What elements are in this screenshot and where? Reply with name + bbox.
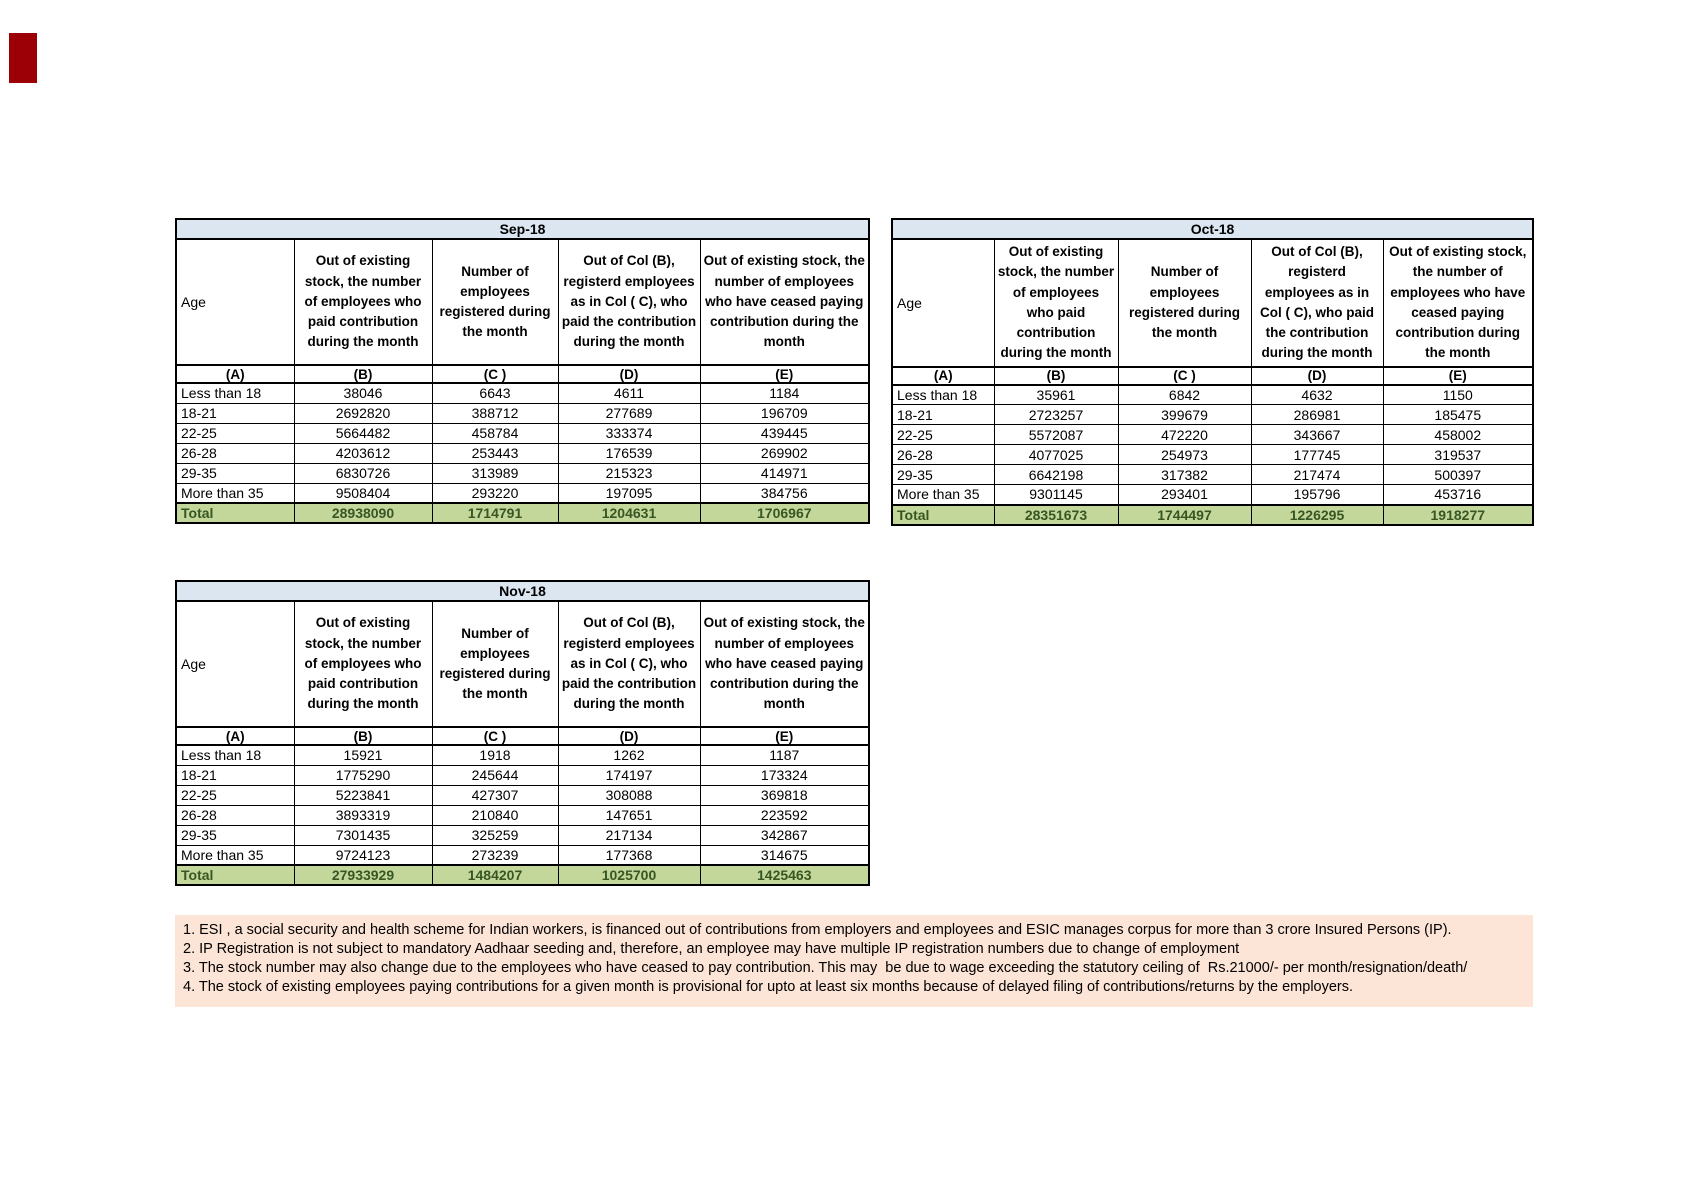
data-cell: 2692820 bbox=[294, 403, 432, 423]
table-row bbox=[176, 403, 869, 423]
data-cell: 269902 bbox=[700, 443, 869, 463]
data-cell: 5572087 bbox=[994, 425, 1118, 445]
total-cell: 1714791 bbox=[432, 503, 558, 523]
total-cell: 1918277 bbox=[1383, 505, 1533, 525]
column-letter: (E) bbox=[700, 365, 869, 383]
table-row bbox=[892, 385, 1533, 405]
table-oct-18 bbox=[891, 218, 1532, 526]
data-cell: 35961 bbox=[994, 385, 1118, 405]
column-letter: (E) bbox=[1383, 367, 1533, 385]
table-row bbox=[176, 463, 869, 483]
data-cell: 223592 bbox=[700, 805, 869, 825]
column-letters-row bbox=[892, 367, 1533, 385]
table-row bbox=[892, 405, 1533, 425]
data-cell: 9301145 bbox=[994, 485, 1118, 505]
age-column-header: Age bbox=[892, 239, 994, 367]
data-cell: 3893319 bbox=[294, 805, 432, 825]
red-marker bbox=[9, 33, 37, 83]
data-cell: 215323 bbox=[558, 463, 700, 483]
data-cell: 399679 bbox=[1118, 405, 1251, 425]
total-cell: 1706967 bbox=[700, 503, 869, 523]
footnote-line: 2. IP Registration is not subject to mandatory Aadhaar seeding and, therefore, an employee may have multiple IP registration numbers due to change of employment bbox=[183, 941, 1240, 957]
age-cell: 22-25 bbox=[176, 423, 294, 443]
data-cell: 254973 bbox=[1118, 445, 1251, 465]
data-cell: 325259 bbox=[432, 825, 558, 845]
data-cell: 472220 bbox=[1118, 425, 1251, 445]
column-header-b: Out of existing stock, the number of employees who paid contribution during the month bbox=[294, 239, 432, 365]
column-letters-row bbox=[176, 365, 869, 383]
data-cell: 1775290 bbox=[294, 765, 432, 785]
data-cell: 343667 bbox=[1251, 425, 1383, 445]
footnote-line: 4. The stock of existing employees paying contributions for a given month is provisional for upto at least six months because of delayed filing of contributions/returns by the employers. bbox=[183, 979, 1354, 995]
age-cell: More than 35 bbox=[176, 483, 294, 503]
data-cell: 384756 bbox=[700, 483, 869, 503]
data-cell: 173324 bbox=[700, 765, 869, 785]
total-cell: 27933929 bbox=[294, 865, 432, 885]
total-cell: 28938090 bbox=[294, 503, 432, 523]
month-table bbox=[175, 580, 870, 886]
data-cell: 217474 bbox=[1251, 465, 1383, 485]
data-cell: 38046 bbox=[294, 383, 432, 403]
age-cell: 18-21 bbox=[176, 765, 294, 785]
data-cell: 277689 bbox=[558, 403, 700, 423]
month-title-row bbox=[176, 219, 869, 239]
total-cell: 1744497 bbox=[1118, 505, 1251, 525]
table-row bbox=[176, 745, 869, 765]
total-cell: 1226295 bbox=[1251, 505, 1383, 525]
table-row bbox=[176, 785, 869, 805]
data-cell: 177368 bbox=[558, 845, 700, 865]
table-row bbox=[176, 443, 869, 463]
data-cell: 5664482 bbox=[294, 423, 432, 443]
footnotes bbox=[175, 915, 1533, 1007]
column-header-c: Number of employees registered during the month bbox=[432, 601, 558, 727]
table-row bbox=[892, 445, 1533, 465]
total-cell: 28351673 bbox=[994, 505, 1118, 525]
data-cell: 4203612 bbox=[294, 443, 432, 463]
data-cell: 333374 bbox=[558, 423, 700, 443]
column-header-e: Out of existing stock, the number of employees who have ceased paying contribution during the month bbox=[700, 601, 869, 727]
month-header: Oct-18 bbox=[892, 219, 1533, 239]
data-cell: 388712 bbox=[432, 403, 558, 423]
column-letter: (A) bbox=[176, 727, 294, 745]
age-cell: 26-28 bbox=[176, 805, 294, 825]
data-cell: 308088 bbox=[558, 785, 700, 805]
data-cell: 1187 bbox=[700, 745, 869, 765]
column-letter: (B) bbox=[294, 365, 432, 383]
data-cell: 174197 bbox=[558, 765, 700, 785]
data-cell: 5223841 bbox=[294, 785, 432, 805]
column-letter: (A) bbox=[176, 365, 294, 383]
data-cell: 15921 bbox=[294, 745, 432, 765]
data-cell: 319537 bbox=[1383, 445, 1533, 465]
data-cell: 369818 bbox=[700, 785, 869, 805]
table-row bbox=[176, 825, 869, 845]
age-cell: More than 35 bbox=[176, 845, 294, 865]
column-letter: (B) bbox=[294, 727, 432, 745]
data-cell: 439445 bbox=[700, 423, 869, 443]
data-cell: 317382 bbox=[1118, 465, 1251, 485]
month-title-row bbox=[892, 219, 1533, 239]
data-cell: 195796 bbox=[1251, 485, 1383, 505]
data-cell: 6643 bbox=[432, 383, 558, 403]
column-letter: (C ) bbox=[432, 727, 558, 745]
column-header-d: Out of Col (B), registerd employees as in Col ( C), who paid the contribution during the month bbox=[558, 601, 700, 727]
data-cell: 458784 bbox=[432, 423, 558, 443]
table-row bbox=[176, 805, 869, 825]
age-cell: 26-28 bbox=[892, 445, 994, 465]
data-cell: 4632 bbox=[1251, 385, 1383, 405]
data-cell: 286981 bbox=[1251, 405, 1383, 425]
data-cell: 177745 bbox=[1251, 445, 1383, 465]
month-table bbox=[175, 218, 870, 524]
data-cell: 458002 bbox=[1383, 425, 1533, 445]
data-cell: 6642198 bbox=[994, 465, 1118, 485]
age-cell: Less than 18 bbox=[892, 385, 994, 405]
column-header-row bbox=[892, 239, 1533, 367]
column-letters-row bbox=[176, 727, 869, 745]
column-header-e: Out of existing stock, the number of employees who have ceased paying contribution during the month bbox=[700, 239, 869, 365]
month-title-row bbox=[176, 581, 869, 601]
data-cell: 147651 bbox=[558, 805, 700, 825]
table-row bbox=[892, 465, 1533, 485]
column-header-d: Out of Col (B), registerd employees as in Col ( C), who paid the contribution during the month bbox=[1251, 239, 1383, 367]
data-cell: 500397 bbox=[1383, 465, 1533, 485]
column-header-b: Out of existing stock, the number of employees who paid contribution during the month bbox=[294, 601, 432, 727]
column-letter: (A) bbox=[892, 367, 994, 385]
table-row bbox=[892, 485, 1533, 505]
column-letter: (C ) bbox=[432, 365, 558, 383]
total-row bbox=[176, 503, 869, 523]
column-header-row bbox=[176, 239, 869, 365]
age-cell: More than 35 bbox=[892, 485, 994, 505]
total-cell: 1425463 bbox=[700, 865, 869, 885]
total-cell: 1025700 bbox=[558, 865, 700, 885]
table-row bbox=[176, 845, 869, 865]
column-letter: (D) bbox=[558, 727, 700, 745]
data-cell: 217134 bbox=[558, 825, 700, 845]
data-cell: 414971 bbox=[700, 463, 869, 483]
age-cell: 29-35 bbox=[892, 465, 994, 485]
column-header-c: Number of employees registered during the month bbox=[1118, 239, 1251, 367]
column-letter: (E) bbox=[700, 727, 869, 745]
total-label: Total bbox=[176, 865, 294, 885]
data-cell: 245644 bbox=[432, 765, 558, 785]
age-cell: 29-35 bbox=[176, 463, 294, 483]
total-cell: 1484207 bbox=[432, 865, 558, 885]
column-header-b: Out of existing stock, the number of employees who paid contribution during the month bbox=[994, 239, 1118, 367]
data-cell: 453716 bbox=[1383, 485, 1533, 505]
table-sep-18 bbox=[175, 218, 868, 524]
data-cell: 273239 bbox=[432, 845, 558, 865]
age-cell: 18-21 bbox=[176, 403, 294, 423]
data-cell: 176539 bbox=[558, 443, 700, 463]
data-cell: 185475 bbox=[1383, 405, 1533, 425]
data-cell: 7301435 bbox=[294, 825, 432, 845]
month-header: Nov-18 bbox=[176, 581, 869, 601]
age-column-header: Age bbox=[176, 601, 294, 727]
data-cell: 314675 bbox=[700, 845, 869, 865]
table-row bbox=[176, 483, 869, 503]
footnote-line: 3. The stock number may also change due to the employees who have ceased to pay contribution. This may be due to wage exceeding the statutory ceiling of Rs.21000/- per month/resignation/death/ bbox=[183, 960, 1468, 976]
footnote-line: 1. ESI , a social security and health scheme for Indian workers, is financed out of contributions from employers and employees and ESIC manages corpus for more than 3 crore Insured Persons (IP). bbox=[183, 922, 1452, 938]
total-row bbox=[176, 865, 869, 885]
data-cell: 196709 bbox=[700, 403, 869, 423]
age-cell: 22-25 bbox=[176, 785, 294, 805]
data-cell: 1184 bbox=[700, 383, 869, 403]
data-cell: 210840 bbox=[432, 805, 558, 825]
age-cell: 18-21 bbox=[892, 405, 994, 425]
column-header-e: Out of existing stock, the number of employees who have ceased paying contribution during the month bbox=[1383, 239, 1533, 367]
table-nov-18 bbox=[175, 580, 868, 886]
data-cell: 9508404 bbox=[294, 483, 432, 503]
data-cell: 1262 bbox=[558, 745, 700, 765]
column-letter: (C ) bbox=[1118, 367, 1251, 385]
column-header-d: Out of Col (B), registerd employees as in Col ( C), who paid the contribution during the month bbox=[558, 239, 700, 365]
data-cell: 313989 bbox=[432, 463, 558, 483]
total-cell: 1204631 bbox=[558, 503, 700, 523]
data-cell: 6842 bbox=[1118, 385, 1251, 405]
data-cell: 253443 bbox=[432, 443, 558, 463]
data-cell: 293401 bbox=[1118, 485, 1251, 505]
data-cell: 9724123 bbox=[294, 845, 432, 865]
data-cell: 4611 bbox=[558, 383, 700, 403]
table-row bbox=[176, 765, 869, 785]
table-row bbox=[176, 423, 869, 443]
data-cell: 197095 bbox=[558, 483, 700, 503]
data-cell: 1150 bbox=[1383, 385, 1533, 405]
column-header-c: Number of employees registered during the month bbox=[432, 239, 558, 365]
table-row bbox=[892, 425, 1533, 445]
age-cell: Less than 18 bbox=[176, 745, 294, 765]
age-cell: 29-35 bbox=[176, 825, 294, 845]
data-cell: 293220 bbox=[432, 483, 558, 503]
column-letter: (B) bbox=[994, 367, 1118, 385]
column-letter: (D) bbox=[1251, 367, 1383, 385]
age-column-header: Age bbox=[176, 239, 294, 365]
data-cell: 1918 bbox=[432, 745, 558, 765]
age-cell: 22-25 bbox=[892, 425, 994, 445]
month-header: Sep-18 bbox=[176, 219, 869, 239]
data-cell: 4077025 bbox=[994, 445, 1118, 465]
age-cell: 26-28 bbox=[176, 443, 294, 463]
column-header-row bbox=[176, 601, 869, 727]
month-table bbox=[891, 218, 1534, 526]
data-cell: 427307 bbox=[432, 785, 558, 805]
total-row bbox=[892, 505, 1533, 525]
data-cell: 2723257 bbox=[994, 405, 1118, 425]
age-cell: Less than 18 bbox=[176, 383, 294, 403]
data-cell: 6830726 bbox=[294, 463, 432, 483]
data-cell: 342867 bbox=[700, 825, 869, 845]
column-letter: (D) bbox=[558, 365, 700, 383]
total-label: Total bbox=[892, 505, 994, 525]
table-row bbox=[176, 383, 869, 403]
total-label: Total bbox=[176, 503, 294, 523]
